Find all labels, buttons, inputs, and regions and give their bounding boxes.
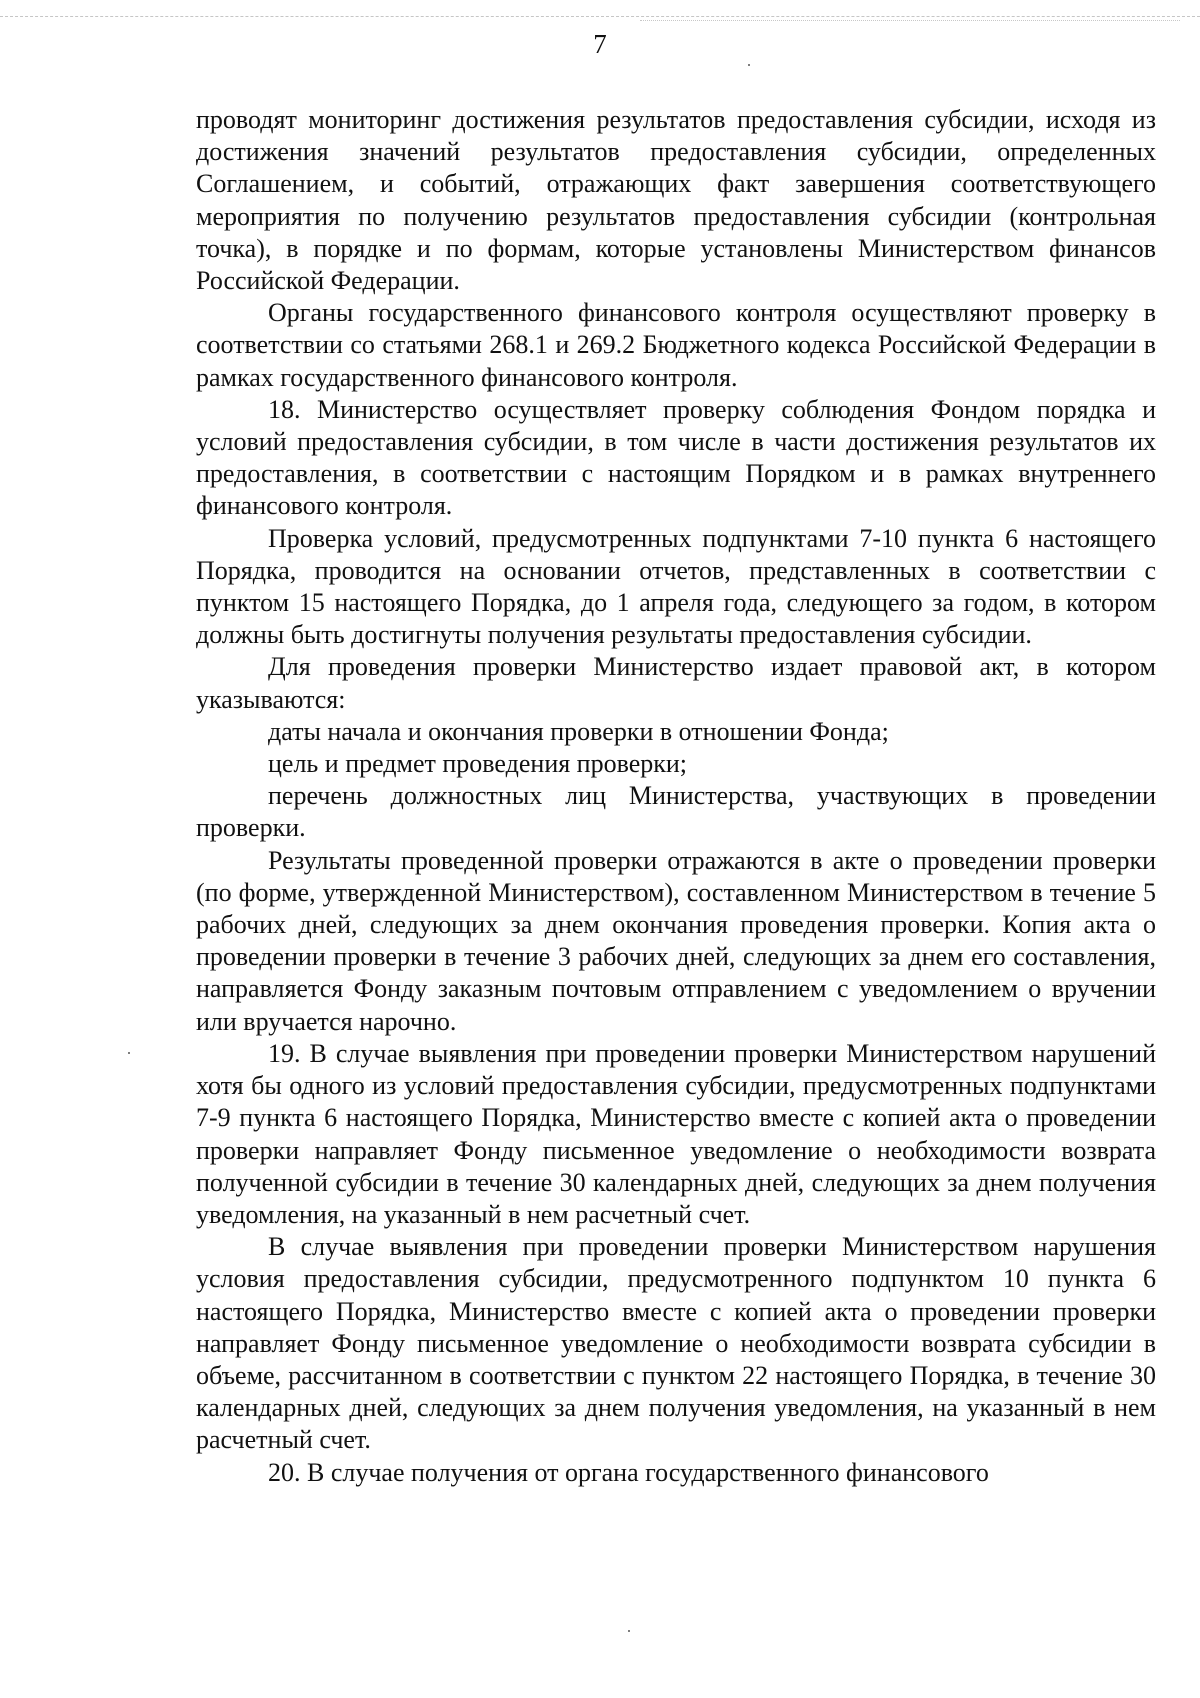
paragraph: Для проведения проверки Министерство издает правовой акт, в котором указываются:	[196, 652, 1156, 714]
scan-edge-artifact	[640, 20, 1180, 22]
scan-speck	[628, 1630, 630, 1632]
paragraph-clause-20: 20. В случае получения от органа государственного финансового	[268, 1457, 989, 1487]
paragraph-continuation: проводят мониторинг достижения результатов предоставления субсидии, исходя из достижения значений результатов предоставления субсидии, определенных Соглашением, и событий, отражающих факт завершения соответствующего мероприятия по получению результатов предоставления субсидии (контрольная точка), в порядке и по формам, которые установлены Министерством финансов Российской Федерации.	[196, 105, 1156, 296]
page-number: 7	[593, 29, 607, 59]
list-item: даты начала и окончания проверки в отношении Фонда;	[268, 716, 889, 746]
paragraph: Проверка условий, предусмотренных подпунктами 7-10 пункта 6 настоящего Порядка, проводится на основании отчетов, представленных в соответствии с пунктом 15 настоящего Порядка, до 1 апреля года, следующего за годом, в котором должны быть достигнуты получения результаты предоставления субсидии.	[196, 523, 1156, 650]
scan-edge-artifact	[0, 16, 1200, 19]
document-body	[196, 104, 1156, 1489]
paragraph-clause-18: 18. Министерство осуществляет проверку соблюдения Фондом порядка и условий предоставления субсидии, в том числе в части достижения результатов их предоставления, в соответствии с настоящим Порядком и в рамках внутреннего финансового контроля.	[196, 394, 1156, 521]
paragraph-clause-19: 19. В случае выявления при проведении проверки Министерством нарушений хотя бы одного из условий предоставления субсидии, предусмотренных подпунктами 7-9 пункта 6 настоящего Порядка, Министерство вместе с копией акта о проведении проверки направляет Фонду письменное уведомление о необходимости возврата полученной субсидии в течение 30 календарных дней, следующих за днем получения уведомления, на указанный в нем расчетный счет.	[196, 1038, 1156, 1229]
list-item: перечень должностных лиц Министерства, участвующих в проведении проверки.	[196, 781, 1156, 843]
paragraph: Результаты проведенной проверки отражаются в акте о проведении проверки (по форме, утвержденной Министерством), составленном Министерством в течение 5 рабочих дней, следующих за днем окончания проведения проверки. Копия акта о проведении проверки в течение 3 рабочих дней, следующих за днем его составления, направляется Фонду заказным почтовым отправлением с уведомлением о вручении или вручается нарочно.	[196, 845, 1156, 1036]
paragraph: В случае выявления при проведении проверки Министерством нарушения условия предоставления субсидии, предусмотренного подпунктом 10 пункта 6 настоящего Порядка, Министерство вместе с копией акта о проведении проверки направляет Фонду письменное уведомление о необходимости возврата субсидии в объеме, рассчитанном в соответствии с пунктом 22 настоящего Порядка, в течение 30 календарных дней, следующих за днем получения уведомления, на указанный в нем расчетный счет.	[196, 1232, 1156, 1455]
list-item: цель и предмет проведения проверки;	[268, 749, 688, 779]
paragraph: Органы государственного финансового контроля осуществляют проверку в соответствии со статьями 268.1 и 269.2 Бюджетного кодекса Российской Федерации в рамках государственного финансового контроля.	[196, 298, 1156, 392]
scan-speck	[748, 64, 750, 66]
scan-speck	[128, 1052, 130, 1054]
